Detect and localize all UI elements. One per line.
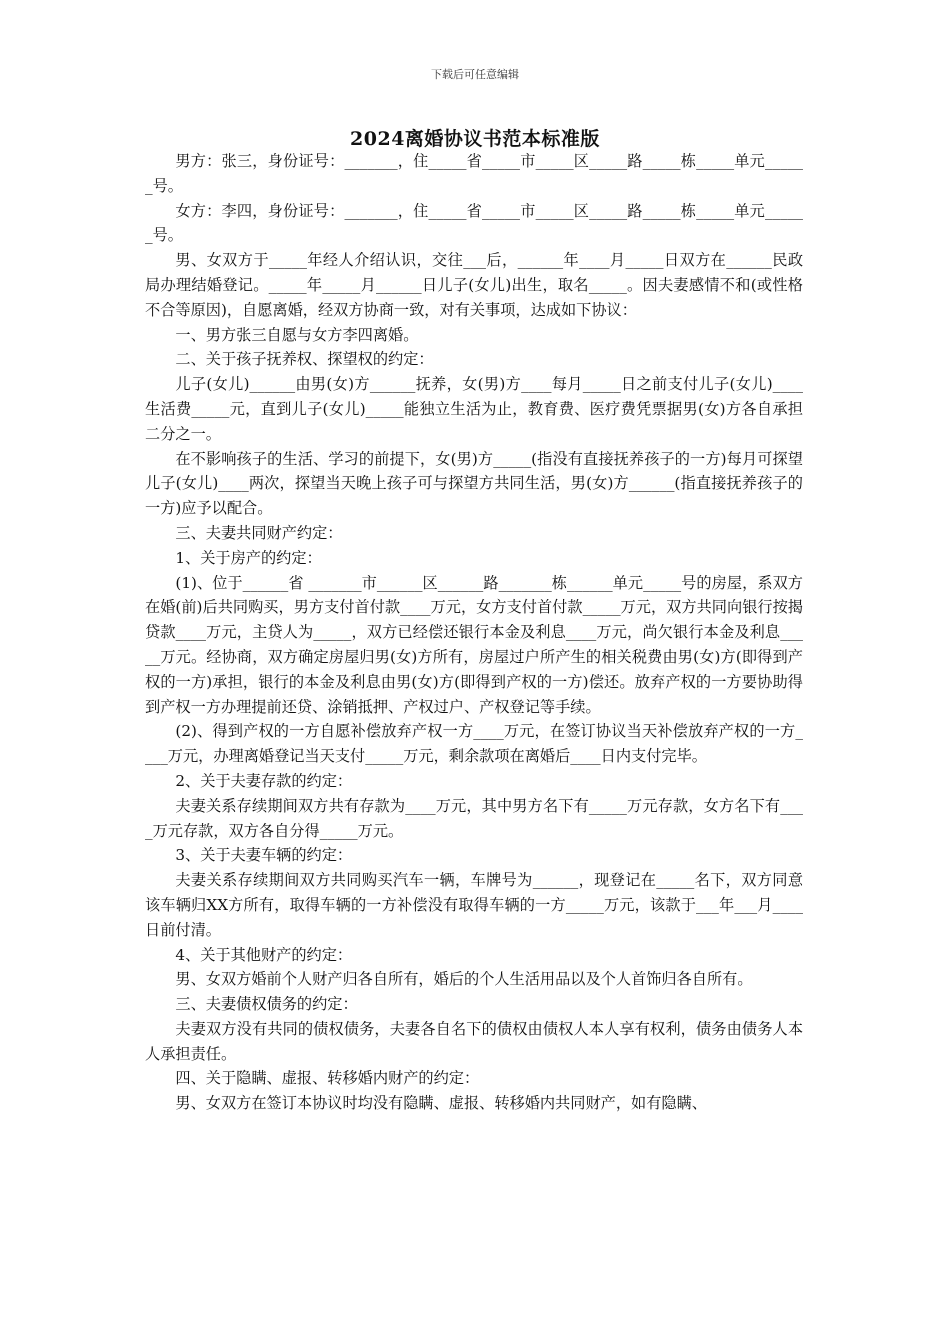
- paragraph: 三、夫妻债权债务的约定：: [175, 995, 358, 1014]
- paragraph: 夫妻关系存续期间双方共同购买汽车一辆，车牌号为______，现登记在_____名下，双方同意该车辆归XX方所有，取得车辆的一方补偿没有取得车辆的一方_____万元，该款于___年___月____日前付清。: [145, 871, 803, 939]
- paragraph: 一、男方张三自愿与女方李四离婚。: [175, 325, 419, 344]
- document-title: 2024离婚协议书范本标准版: [350, 128, 600, 150]
- paragraph: 男、女双方婚前个人财产归各自所有，婚后的个人生活用品以及个人首饰归各自所有。: [175, 970, 753, 989]
- paragraph: 男、女双方在签订本协议时均没有隐瞒、虚报、转移婚内共同财产，如有隐瞒、: [175, 1094, 707, 1113]
- paragraph: 四、关于隐瞒、虚报、转移婚内财产的约定：: [175, 1069, 480, 1088]
- paragraph: 女方：李四，身份证号：_______，住_____省_____市_____区_____路_____栋_____单元______号。: [145, 201, 803, 245]
- paragraph: 1、关于房产的约定：: [175, 548, 322, 567]
- paragraph: 三、夫妻共同财产约定：: [175, 523, 343, 542]
- paragraph: 男、女双方于_____年经人介绍认识，交往___后，______年____月_____日双方在______民政局办理结婚登记。_____年_____月______日儿子(女儿)出生，取名_____。因夫妻感情不和(或性格不合等原因)，自愿离婚，经双方协商一致，对有关事项，达成如下协议：: [145, 251, 803, 319]
- header-note: 下载后可任意编辑: [431, 68, 519, 81]
- paragraph: 二、关于孩子抚养权、探望权的约定：: [175, 350, 434, 369]
- paragraph: 3、关于夫妻车辆的约定：: [175, 846, 353, 865]
- paragraph: 夫妻双方没有共同的债权债务，夫妻各自名下的债权由债权人本人享有权利，债务由债务人本人承担责任。: [145, 1019, 803, 1063]
- paragraph: 2、关于夫妻存款的约定：: [175, 771, 353, 790]
- paragraph: 4、关于其他财产的约定：: [175, 945, 353, 964]
- paragraph: (2)、得到产权的一方自愿补偿放弃产权一方____万元，在签订协议当天补偿放弃产权的一方____万元，办理离婚登记当天支付_____万元，剩余款项在离婚后____日内支付完毕。: [145, 722, 803, 766]
- paragraph: 夫妻关系存续期间双方共有存款为____万元，其中男方名下有_____万元存款，女方名下有____万元存款，双方各自分得_____万元。: [145, 796, 803, 840]
- paragraph: 儿子(女儿)______由男(女)方______抚养，女(男)方____每月_____日之前支付儿子(女儿)____生活费_____元，直到儿子(女儿)_____能独立生活为止，教育费、医疗费凭票据男(女)方各自承担二分之一。: [145, 375, 803, 443]
- document-body: [145, 149, 803, 1116]
- paragraph: (1)、位于______省 _______市______区______路_______栋______单元_____号的房屋，系双方在婚(前)后共同购买，男方支付首付款____万元，女方支付首付款_____万元，双方共同向银行按揭贷款____万元，主贷人为_____，双方已经偿还银行本金及利息____万元，尚欠银行本金及利息_____万元。经协商，双方确定房屋归男(女)方所有，房屋过户所产生的相关税费由男(女)方(即得到产权的一方)承担，银行的本金及利息由男(女)方(即得到产权的一方)偿还。放弃产权的一方要协助得到产权一方办理提前还贷、涂销抵押、产权过户、产权登记等手续。: [145, 573, 803, 716]
- paragraph: 在不影响孩子的生活、学习的前提下，女(男)方_____(指没有直接抚养孩子的一方)每月可探望儿子(女儿)____两次，探望当天晚上孩子可与探望方共同生活，男(女)方______(指直接抚养孩子的一方)应予以配合。: [145, 449, 803, 518]
- paragraph: 男方：张三，身份证号：_______，住_____省_____市_____区_____路_____栋_____单元______号。: [145, 152, 803, 195]
